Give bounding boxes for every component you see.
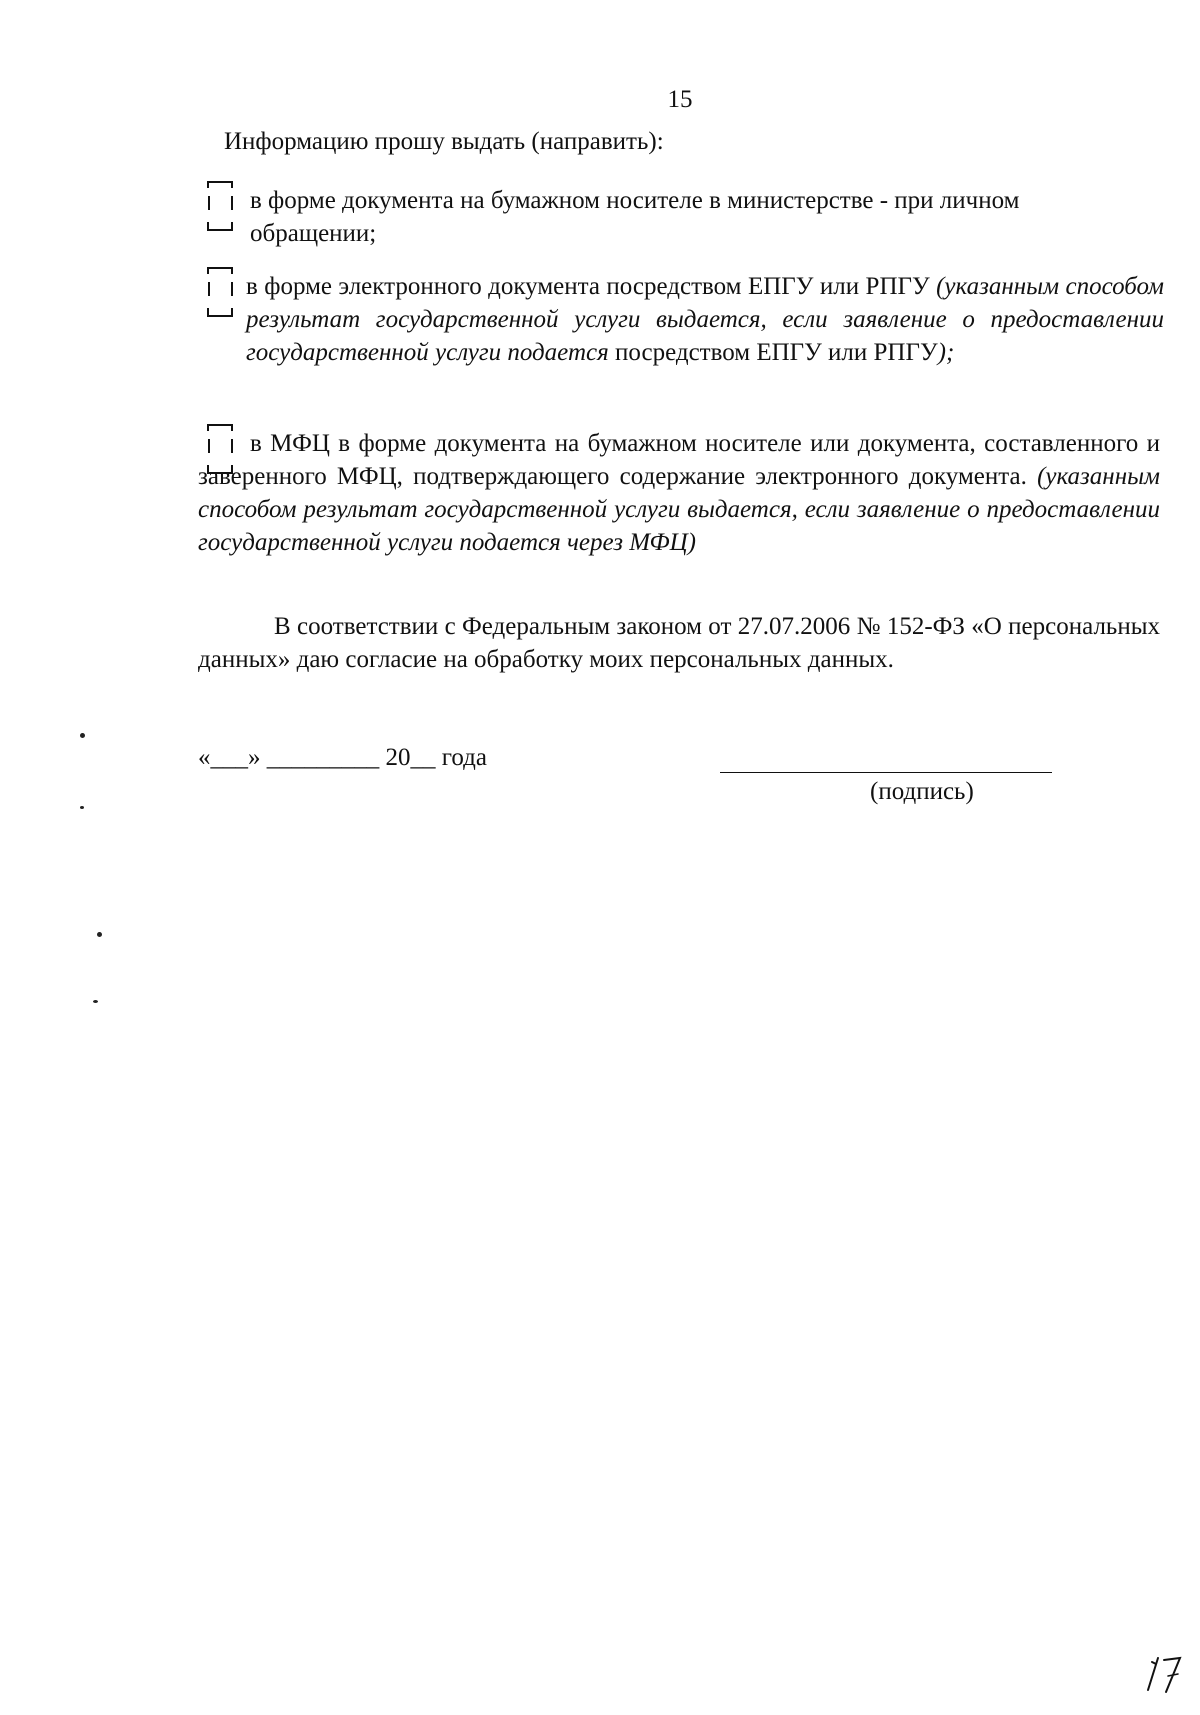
option-electronic-regular-b: посредством ЕПГУ или РПГУ xyxy=(608,339,938,366)
option-mfc-regular: в МФЦ в форме документа на бумажном носителе или документа, составленного и заверенного МФЦ, подтверждающего содержание электронного документа. xyxy=(198,430,1160,490)
signature-line[interactable] xyxy=(720,772,1052,773)
page-number: 15 xyxy=(667,86,693,113)
date-field[interactable]: «___» _________ 20__ года xyxy=(198,744,487,771)
option-electronic-epgu-text xyxy=(246,270,1164,369)
scan-speck xyxy=(93,1000,98,1003)
checkbox-electronic-epgu[interactable] xyxy=(206,264,236,326)
option-electronic-italic-b: ); xyxy=(937,339,955,366)
signature-caption: (подпись) xyxy=(870,778,974,805)
checkbox-paper-ministry[interactable] xyxy=(206,178,236,240)
scan-speck xyxy=(80,733,85,738)
option-mfc-italic: (указанным способом результат государственной услуги выдается, если заявление о предоставлении государственной услуги подается через МФЦ) xyxy=(198,463,1160,556)
handwritten-sheet-number-icon xyxy=(1140,1650,1188,1698)
consent-paragraph: В соответствии с Федеральным законом от 27.07.2006 № 152-ФЗ «О персональных данных» даю согласие на обработку моих персональных данных. xyxy=(198,613,1160,673)
option-electronic-italic-a: (указанным способом результат государственной услуги выдается, если заявление о предоставлении государственной услуги подается xyxy=(246,273,1164,366)
option-paper-ministry-line1: в форме документа на бумажном носителе в министерстве - при личном xyxy=(250,187,1020,214)
option-electronic-regular-a: в форме электронного документа посредством ЕПГУ или РПГУ xyxy=(246,273,937,300)
scan-speck xyxy=(97,932,102,937)
scan-speck xyxy=(80,806,84,809)
option-paper-ministry-line2: обращении; xyxy=(250,220,377,247)
intro-text: Информацию прошу выдать (направить): xyxy=(224,128,664,155)
checkbox-bracket-icon xyxy=(206,264,236,326)
checkbox-bracket-icon xyxy=(206,178,236,240)
option-paper-ministry-text xyxy=(250,184,1170,250)
option-mfc-text xyxy=(198,427,1160,559)
